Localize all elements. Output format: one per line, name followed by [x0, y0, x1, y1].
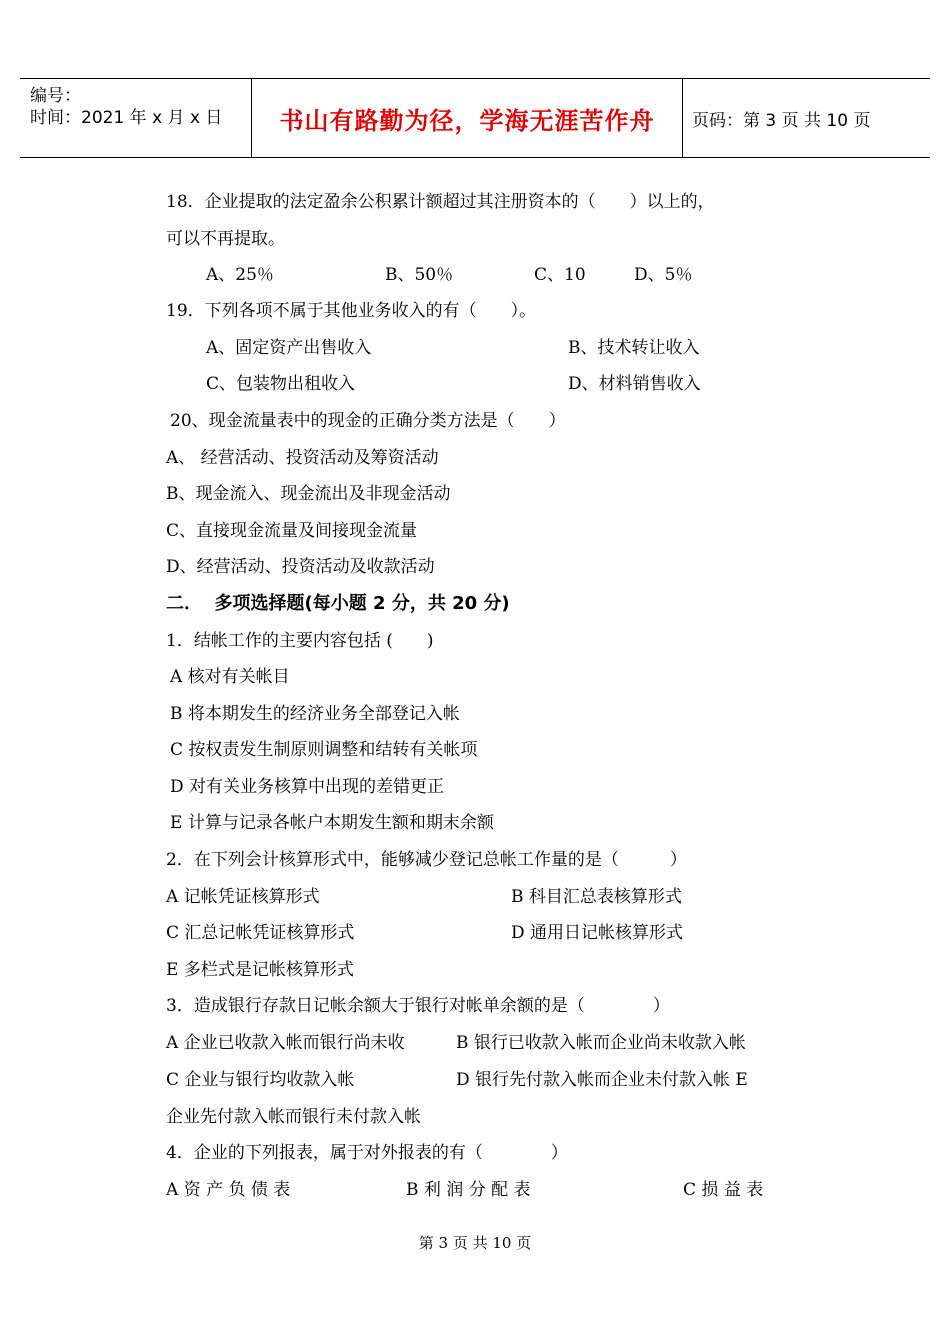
- question-20-text: 20、现金流量表中的现金的正确分类方法是（ ）: [170, 411, 566, 431]
- question-20-option-d: D、经营活动、投资活动及收款活动: [166, 557, 435, 577]
- question-18-text: 18．企业提取的法定盈余公积累计额超过其注册资本的（ ）以上的，: [166, 192, 715, 212]
- question-18-option-a: A、25％: [206, 265, 274, 285]
- question-18-text-cont: 可以不再提取。: [166, 229, 285, 249]
- multi-question-1-option-e: E 计算与记录各帐户本期发生额和期末余额: [170, 813, 494, 833]
- question-18-option-b: B、50％: [385, 265, 454, 285]
- question-20-option-c: C、直接现金流量及间接现金流量: [166, 521, 418, 541]
- multi-question-3-text: 3．造成银行存款日记帐余额大于银行对帐单余额的是（ ）: [166, 996, 670, 1016]
- multi-question-4-option-b: B 利 润 分 配 表: [406, 1180, 531, 1200]
- multi-question-1-option-b: B 将本期发生的经济业务全部登记入帐: [170, 704, 460, 724]
- multi-question-3-option-b: B 银行已收款入帐而企业尚未收款入帐: [456, 1033, 746, 1053]
- multi-question-2-option-e: E 多栏式是记帐核算形式: [166, 960, 354, 980]
- multi-question-3-option-c: C 企业与银行均收款入帐: [166, 1070, 355, 1090]
- multi-question-4-option-a: A 资 产 负 债 表: [166, 1180, 291, 1200]
- question-19-option-a: A、固定资产出售收入: [206, 338, 372, 358]
- header-meta: [30, 85, 222, 129]
- multi-question-2-option-a: A 记帐凭证核算形式: [166, 887, 320, 907]
- multi-question-1-option-c: C 按权责发生制原则调整和结转有关帐项: [170, 740, 478, 760]
- question-18-option-c: C、10: [534, 265, 586, 285]
- question-18-option-d: D、5％: [634, 265, 693, 285]
- multi-question-3-option-e: 企业先付款入帐而银行未付款入帐: [166, 1107, 421, 1127]
- question-19-option-c: C、包装物出租收入: [206, 374, 356, 394]
- question-19-option-d: D、材料销售收入: [568, 374, 701, 394]
- question-19-text: 19．下列各项不属于其他业务收入的有（ ）。: [166, 301, 537, 321]
- multi-question-2-option-c: C 汇总记帐凭证核算形式: [166, 923, 355, 943]
- multi-question-2-text: 2．在下列会计核算形式中，能够减少登记总帐工作量的是（ ）: [166, 850, 687, 870]
- header-number-label: 编号：: [30, 86, 81, 106]
- header-divider: [682, 79, 683, 157]
- header-time-label: 时间：2021 年 x 月 x 日: [30, 108, 223, 128]
- page-footer: 第 3 页 共 10 页: [418, 1234, 532, 1252]
- multi-question-3-option-d: D 银行先付款入帐而企业未付款入帐 E: [456, 1070, 748, 1090]
- multi-question-3-option-a: A 企业已收款入帐而银行尚未收: [166, 1033, 405, 1053]
- question-20-option-a: A、 经营活动、投资活动及筹资活动: [166, 448, 439, 468]
- section-2-title: 二． 多项选择题(每小题 2 分，共 20 分): [166, 593, 510, 614]
- page-header: [20, 78, 930, 158]
- multi-question-2-option-b: B 科目汇总表核算形式: [511, 887, 682, 907]
- question-19-option-b: B、技术转让收入: [568, 338, 700, 358]
- multi-question-4-option-c: C 损 益 表: [683, 1180, 764, 1200]
- multi-question-2-option-d: D 通用日记帐核算形式: [511, 923, 684, 943]
- multi-question-1-text: 1．结帐工作的主要内容包括 ( ): [166, 631, 434, 651]
- question-20-option-b: B、现金流入、现金流出及非现金活动: [166, 484, 451, 504]
- multi-question-1-option-d: D 对有关业务核算中出现的差错更正: [170, 777, 445, 797]
- multi-question-4-text: 4．企业的下列报表，属于对外报表的有（ ）: [166, 1143, 568, 1163]
- header-page-info: 页码：第 3 页 共 10 页: [692, 110, 871, 131]
- header-motto: 书山有路勤为径，学海无涯苦作舟: [279, 106, 655, 135]
- multi-question-1-option-a: A 核对有关帐目: [170, 667, 290, 687]
